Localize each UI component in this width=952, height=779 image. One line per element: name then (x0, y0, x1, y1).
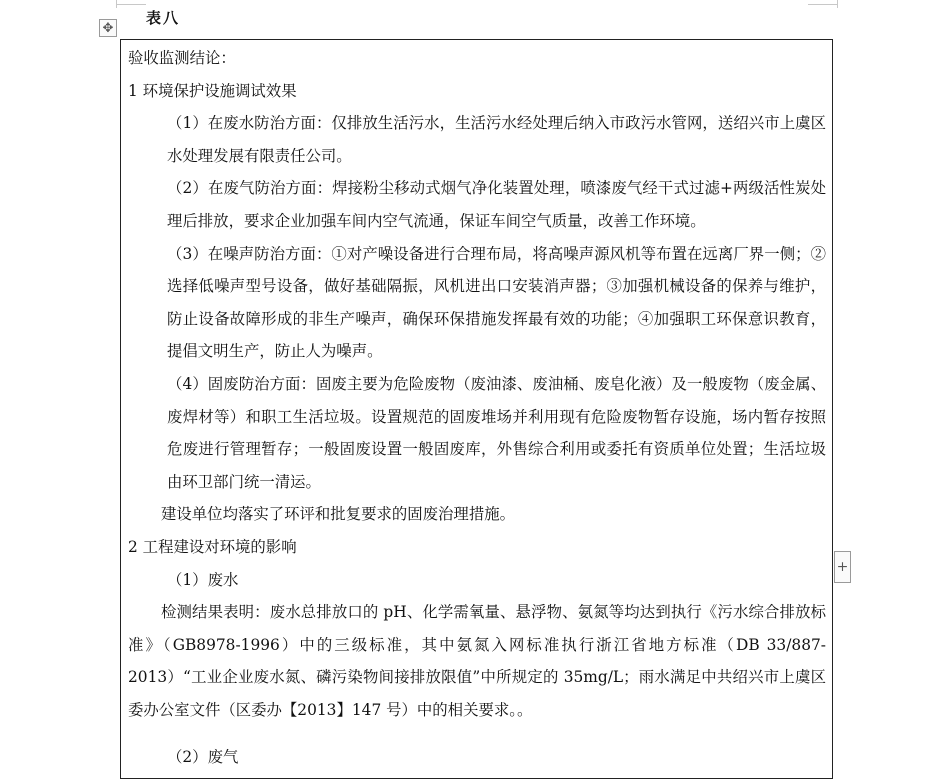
paragraph-wastewater-measures: （1）在废水防治方面：仅排放生活污水，生活污水经处理后纳入市政污水管网，送绍兴市上虞区水处理发展有限责任公司。 (167, 114, 826, 165)
subheading-wastewater: （1）废水 (167, 570, 239, 589)
table-move-handle-icon[interactable]: ✥ (99, 19, 117, 37)
corner-mark-tr-v (837, 0, 838, 8)
table-title: 表八 (146, 9, 181, 27)
corner-mark-tl-h (116, 4, 146, 5)
paragraph-noise-measures: （3）在噪声防治方面：①对产噪设备进行合理布局，将高噪声源风机等布置在远离厂界一侧；②选择低噪声型号设备，做好基础隔振，风机进出口安装消声器；③加强机械设备的保养与维护，防止设备故障形成的非生产噪声，确保环保措施发挥最有效的功能；④加强职工环保意识教育，提倡文明生产，防止人为噪声。 (167, 244, 826, 361)
paragraph-implementation: 建设单位均落实了环评和批复要求的固废治理措施。 (161, 505, 515, 524)
corner-mark-tl-v (116, 0, 117, 8)
blank-line (128, 726, 826, 741)
paragraph-solid-waste-measures: （4）固废防治方面：固废主要为危险废物（废油漆、废油桶、废皂化液）及一般废物（废金属、废焊材等）和职工生活垃圾。设置规范的固废堆场并利用现有危险废物暂存设施，场内暂存按照危废进行管理暂存；一般固废设置一般固废库，外售综合利用或委托有资质单位处置；生活垃圾由环卫部门统一清运。 (167, 374, 826, 491)
add-row-plus-icon[interactable]: + (834, 551, 851, 583)
section2-heading: 2 工程建设对环境的影响 (128, 537, 297, 556)
corner-mark-tr-h (808, 4, 838, 5)
conclusion-heading: 验收监测结论： (128, 49, 236, 67)
paragraph-monitoring-result: 检测结果表明：废水总排放口的 pH、化学需氧量、悬浮物、氨氮等均达到执行《污水综合排放标准》（GB8978-1996）中的三级标准，其中氨氮入网标准执行浙江省地方标准（DB 33/887-2013）“工业企业废水氮、磷污染物间接排放限值”中所规定的 35mg/L；雨水满足中共绍兴市上虞区委办公室文件（区委办【2013】147 号）中的相关要求。。 (128, 603, 826, 719)
section1-heading: 1 环境保护设施调试效果 (128, 81, 297, 100)
table-cell-content[interactable] (128, 42, 826, 774)
paragraph-wastegas-measures: （2）在废气防治方面：焊接粉尘移动式烟气净化装置处理，喷漆废气经干式过滤+两级活性炭处理后排放，要求企业加强车间内空气流通，保证车间空气质量，改善工作环境。 (167, 179, 826, 230)
subheading-wastegas: （2）废气 (167, 748, 239, 767)
